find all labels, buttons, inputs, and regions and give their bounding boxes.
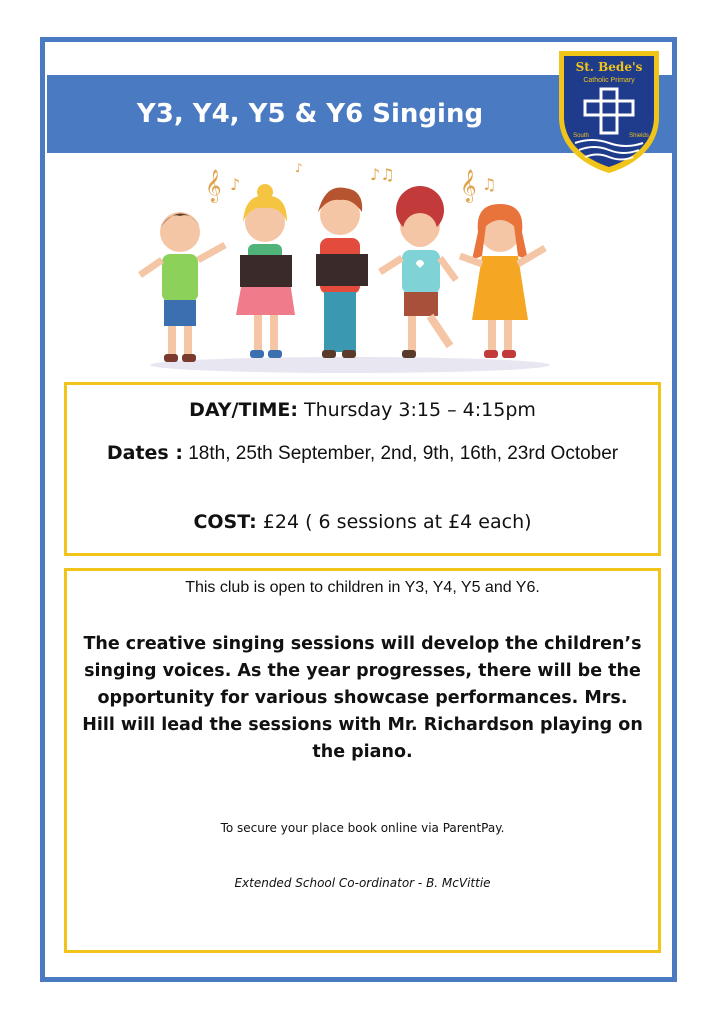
child-figure	[316, 188, 368, 359]
svg-text:♫: ♫	[482, 175, 497, 194]
child-figure	[460, 204, 545, 358]
daytime-value: Thursday 3:15 – 4:15pm	[304, 399, 536, 421]
child-figure	[380, 186, 456, 358]
dates-label: Dates :	[106, 442, 183, 464]
cost-label: COST:	[193, 511, 257, 533]
singing-children-illustration	[130, 160, 570, 375]
svg-text:♪♫: ♪♫	[370, 165, 395, 184]
child-figure	[236, 184, 295, 358]
daytime-line	[67, 399, 658, 421]
dates-line	[77, 437, 648, 470]
description-paragraph: The creative singing sessions will develop the children’s singing voices. As the year progresses, there will be the opportunity for various showcase performances. Mrs. Hill will lead the sessions with Mr. Richardson playing on the piano.	[82, 634, 643, 762]
crest-subtitle: Catholic Primary	[583, 77, 635, 84]
svg-text:𝄞: 𝄞	[205, 169, 222, 202]
svg-text:♪: ♪	[295, 161, 303, 175]
page-title: Y3, Y4, Y5 & Y6 Singing	[136, 99, 484, 129]
svg-text:♪: ♪	[230, 175, 241, 194]
eligibility-text: This club is open to children in Y3, Y4, Y5 and Y6.	[185, 579, 540, 596]
booking-instructions: To secure your place book online via ParentPay.	[220, 821, 505, 835]
session-details-box	[64, 382, 661, 556]
svg-text:𝄞: 𝄞	[460, 169, 477, 202]
crest-right-word: Shields	[629, 133, 649, 139]
cost-line	[67, 511, 658, 533]
child-figure	[140, 212, 225, 362]
club-description-box	[64, 568, 661, 953]
coordinator-credit: Extended School Co-ordinator - B. McVittie	[234, 876, 491, 890]
crest-name: St. Bede's	[575, 60, 643, 74]
daytime-label: DAY/TIME:	[189, 399, 298, 421]
dates-value: 18th, 25th September, 2nd, 9th, 16th, 23rd October	[188, 443, 619, 464]
school-crest	[555, 47, 663, 175]
crest-left-word: South	[573, 133, 589, 139]
cost-value: £24 ( 6 sessions at £4 each)	[262, 511, 532, 533]
